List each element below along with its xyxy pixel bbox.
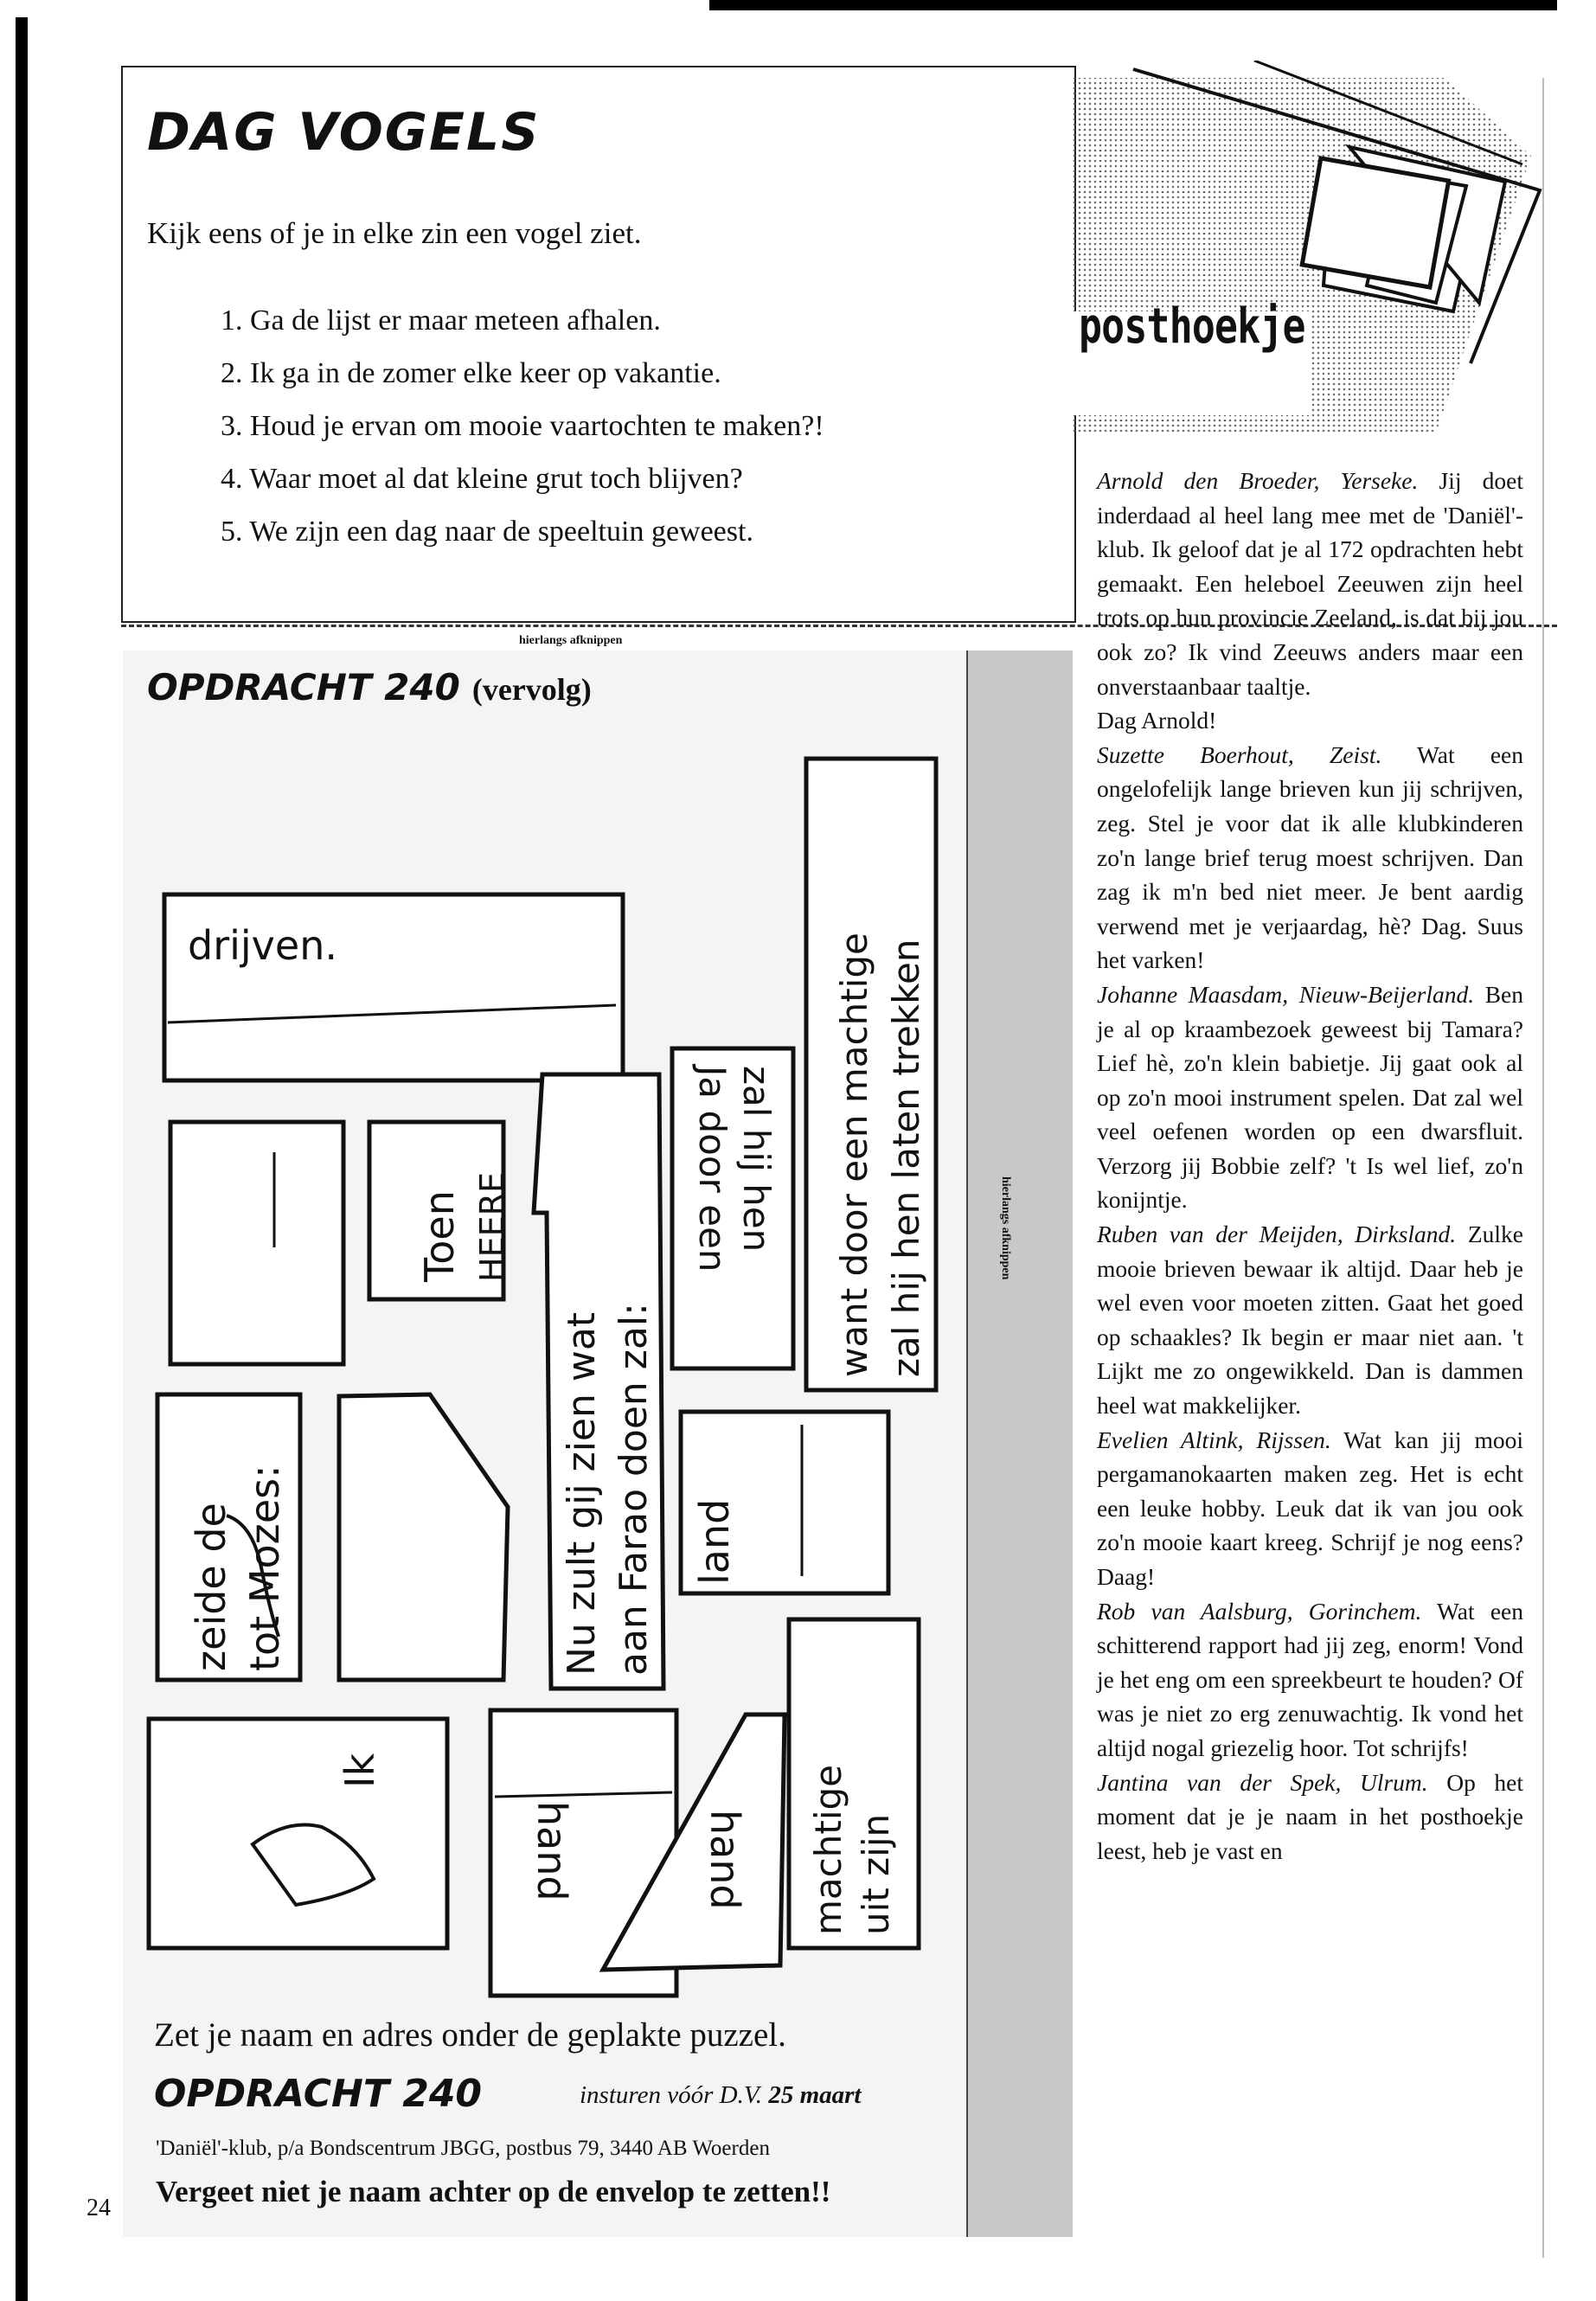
letter-text: Jij doet inderdaad al heel lang mee met de 'Daniël'-klub. Ik geloof dat je al 172 opdrachten hebt gemaakt. Een heleboel Zeeuwen zijn heel trots op hun provincie Zeeland, is dat bij jou ook zo? Ik vind Zeeuws anders maar een onverstaanbaar taaltje. — [1097, 467, 1523, 700]
letter-text: Wat een ongelofelijk lange brieven kun jij schrijven, zeg. Stel je voor dat ik alle klubkinderen zo'n lange brief terug moest schrijven. Dan zag ik m'n bed niet meer. Je bent aardig verwend met je verjaardag, hè? Dag. Suus het varken! — [1097, 740, 1523, 974]
grey-strip — [968, 651, 1073, 2237]
letter-text: Ben je al op kraambezoek geweest bij Tamara? Lief hè, zo'n klein babietje. Jij gaat ook al op zo'n mooi instrument spelen. Dat zal wel veel oefenen worden op een dwarsfluit. Verzorg jij Bobbie zelf? 't Is wel lief, zo'n konijntje. — [1097, 980, 1523, 1214]
piece-text-zal-hij-laten: zal hij hen laten trekken — [885, 939, 927, 1377]
sentence-item: 3. Houd je ervan om mooie vaartochten te maken?! — [221, 410, 824, 442]
page-number: 24 — [87, 2195, 111, 2221]
letter-entry — [1097, 738, 1523, 977]
sentence-item: 4. Waar moet al dat kleine grut toch blijven? — [221, 463, 743, 495]
piece-ik — [149, 1719, 447, 1948]
letter-text: Wat een schitterend rapport had jij zeg, enorm! Vond je het eng om een spreekbeurt te houden? Of was je niet zo erg zenuwachtig. Ik vond het altijd nogal griezelig hoor. Tot schrijfs! — [1097, 1597, 1523, 1761]
sentence-item: 5. We zijn een dag naar de speeltuin geweest. — [221, 516, 753, 548]
piece-text-uit-zijn: uit zijn — [855, 1813, 897, 1935]
piece-empty — [170, 1122, 343, 1364]
letter-entry — [1097, 1766, 1523, 1868]
piece-text-machtige: machtige — [807, 1765, 849, 1935]
letter-name: Jantina van der Spek, Ulrum. — [1097, 1768, 1428, 1796]
dag-vogels-title: DAG VOGELS — [147, 102, 541, 163]
opdracht-deadline-title: OPDRACHT 240 — [154, 2072, 483, 2116]
letter-entry — [1097, 1594, 1523, 1766]
dag-vogels-list — [221, 294, 824, 558]
piece-text-nu-zult: Nu zult gij zien wat — [560, 1311, 604, 1676]
cut-label: hierlangs afknippen — [519, 634, 623, 647]
sentence-item: 1. Ga de lijst er maar meteen afhalen. — [221, 304, 661, 336]
piece-arms — [339, 1394, 508, 1680]
letter-name: Evelien Altink, Rijssen. — [1097, 1426, 1331, 1453]
cut-label-side: hierlangs afknippen — [999, 1176, 1012, 1280]
puzzle-pieces — [123, 651, 966, 2000]
letter-entry — [1097, 1217, 1523, 1423]
club-address: 'Daniël'-klub, p/a Bondscentrum JBGG, postbus 79, 3440 AB Woerden — [156, 2137, 770, 2160]
piece-text-want-door: want door een machtige — [833, 933, 875, 1377]
letter-name: Suzette Boerhout, Zeist. — [1097, 740, 1382, 768]
puzzle-instruction: Zet je naam en adres onder de geplakte puzzel. — [154, 2016, 786, 2054]
letter-name: Johanne Maasdam, Nieuw-Beijerland. — [1097, 980, 1475, 1008]
posthoekje-graphic — [1073, 61, 1557, 458]
piece-text-hand-1: hand — [529, 1801, 575, 1901]
deadline-date: 25 maart — [768, 2081, 862, 2109]
page-edge-bar — [16, 17, 28, 2301]
letter-entry — [1097, 464, 1523, 703]
posthoekje-text — [1097, 464, 1523, 1868]
letter-name: Arnold den Broeder, Yerseke. — [1097, 467, 1419, 494]
letter-closing: Dag Arnold! — [1097, 707, 1217, 734]
letter-name: Rob van Aalsburg, Gorinchem. — [1097, 1597, 1422, 1625]
envelope-reminder: Vergeet niet je naam achter op de envelop te zetten!! — [156, 2175, 831, 2208]
piece-text-zeide: zeide de — [188, 1503, 234, 1671]
letter-text: Zulke mooie brieven bewaar ik altijd. Daar heb je wel even voor moeten zitten. Gaat het goed op schaakles? Ik begin er maar niet aan. 't Lijkt me zo ongewikkeld. Dan is dammen heel wat makkelijker. — [1097, 1221, 1523, 1420]
dag-vogels-intro: Kijk eens of je in elke zin een vogel ziet. — [147, 216, 642, 250]
deadline-text — [580, 2081, 861, 2110]
deadline-prefix: insturen vóór D.V. — [580, 2081, 763, 2109]
opdracht-title-text: OPDRACHT 240 — [147, 666, 460, 708]
piece-text-drijven: drijven. — [188, 922, 337, 969]
piece-text-zal-hij-hen: zal hij hen — [735, 1066, 778, 1253]
piece-text-heere: HEERE — [473, 1171, 511, 1282]
letter-entry — [1097, 1423, 1523, 1594]
letter-text: Op het moment dat je je naam in het posthoekje leest, heb je vast en — [1097, 1768, 1523, 1864]
letter-name: Ruben van der Meijden, Dirksland. — [1097, 1221, 1457, 1248]
piece-text-land: land — [691, 1498, 738, 1585]
posthoekje-title: posthoekje — [1079, 298, 1305, 355]
piece-text-hand-2: hand — [702, 1810, 748, 1910]
piece-text-ik: Ik — [337, 1753, 383, 1788]
sentence-item: 2. Ik ga in de zomer elke keer op vakantie. — [221, 357, 721, 389]
piece-text-aan-farao: aan Farao doen zal: — [612, 1303, 656, 1676]
piece-text-ja-door: Ja door een — [691, 1066, 734, 1272]
piece-text-mozes: tot Mozes: — [241, 1465, 288, 1671]
letter-entry — [1097, 977, 1523, 1217]
opdracht-subtitle: (vervolg) — [471, 672, 592, 707]
column-rule — [1542, 78, 1544, 2258]
piece-text-toen: Toen — [416, 1190, 463, 1282]
letter-text: Wat kan jij mooi pergamanokaarten maken zeg. Het is echt een leuke hobby. Leuk dat ik van jou ook zo'n mooie kaart kreeg. Schrijf je nog eens? Daag! — [1097, 1426, 1523, 1590]
top-rule — [709, 0, 1557, 10]
